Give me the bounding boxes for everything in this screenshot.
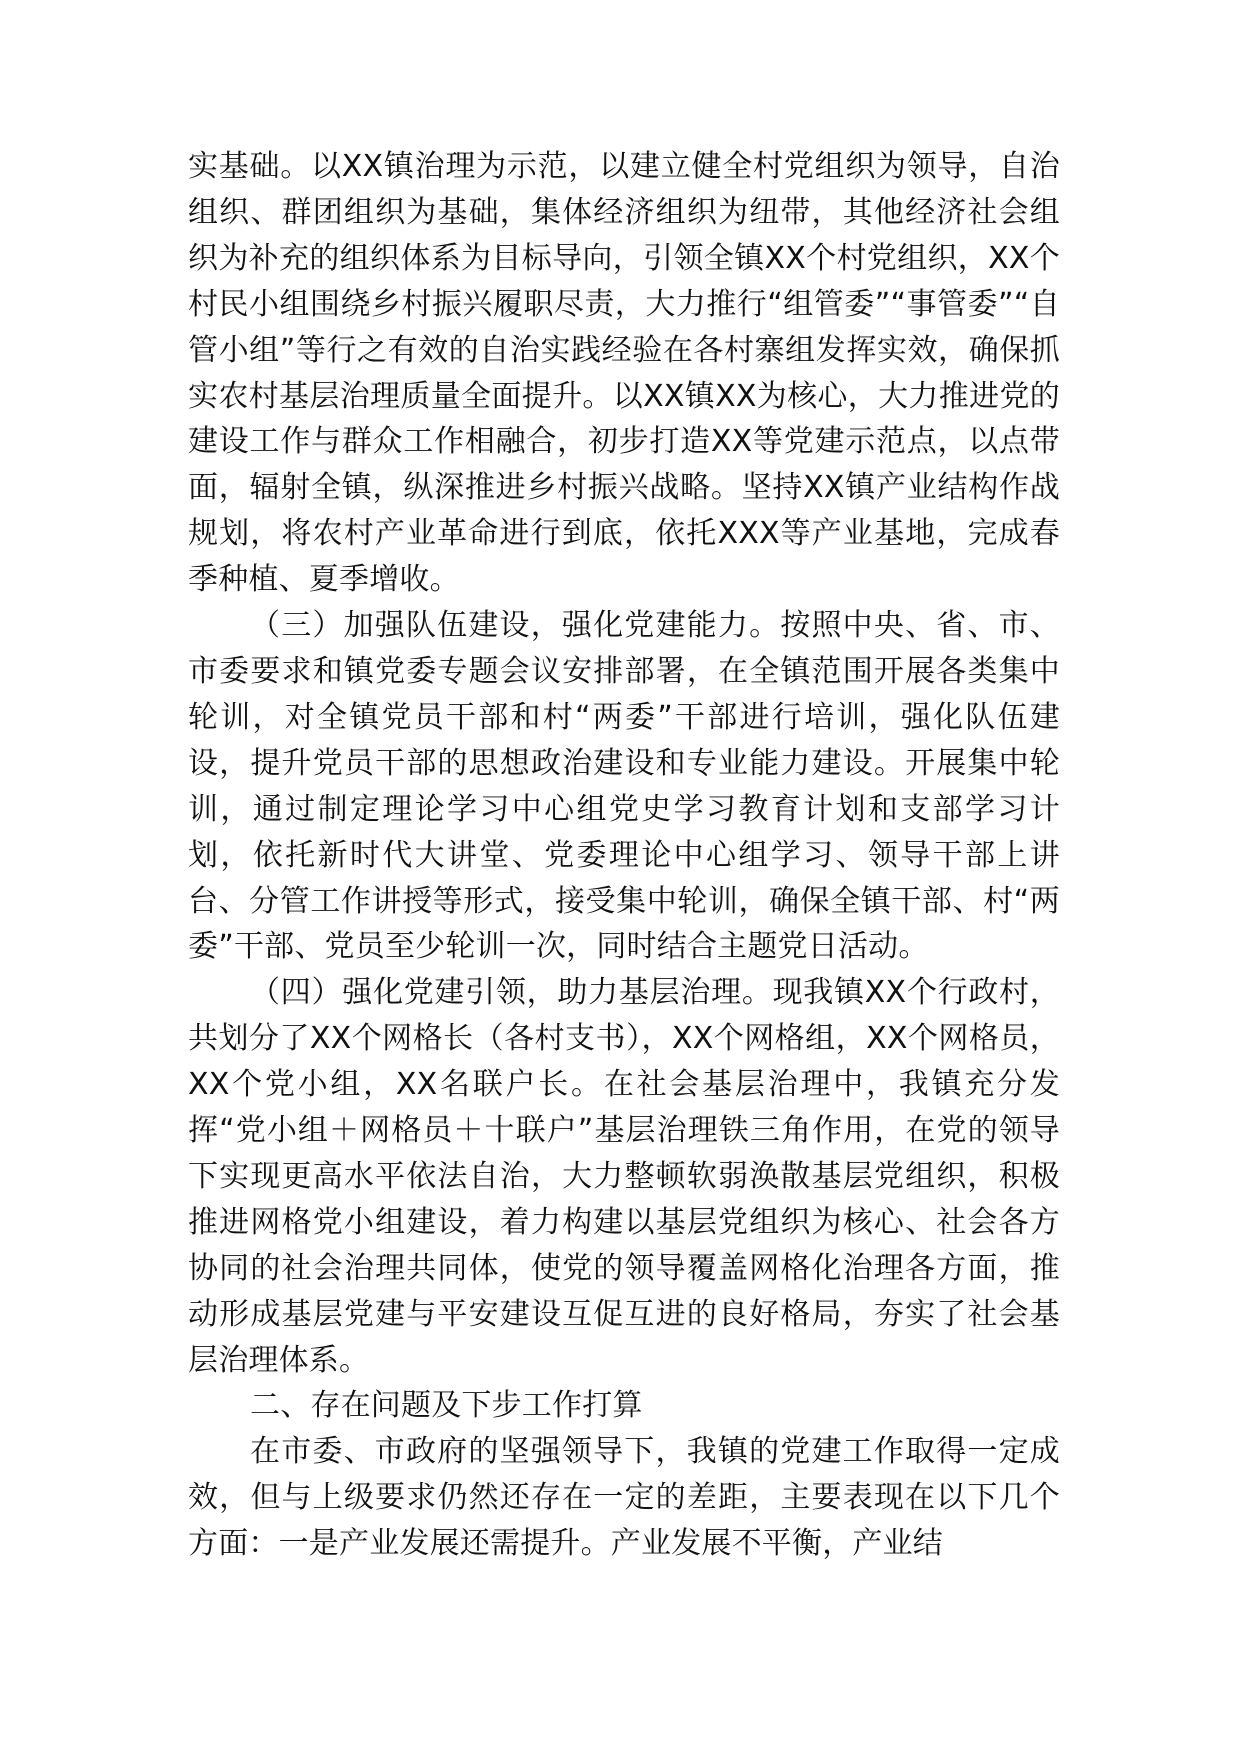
paragraph-continuation: 实基础。以XX镇治理为示范，以建立健全村党组织为领导，自治组织、群团组织为基础，集体经济组织为纽带，其他经济社会组织为补充的组织体系为目标导向，引领全镇XX个村党组织，XX个村民小组围绕乡村振兴履职尽责，大力推行“组管委”“事管委”“自管小组”等行之有效的自治实践经验在各村寨组发挥实效，确保抓实农村基层治理质量全面提升。以XX镇XX为核心，大力推进党的建设工作与群众工作相融合，初步打造XX等党建示范点，以点带面，辐射全镇，纵深推进乡村振兴战略。坚持XX镇产业结构作战规划，将农村产业革命进行到底，依托XXX等产业基地，完成春季种植、夏季增收。: [188, 149, 1060, 598]
paragraph-problems: 在市委、市政府的坚强领导下，我镇的党建工作取得一定成效，但与上级要求仍然还存在一定的差距，主要表现在以下几个方面：一是产业发展还需提升。产业发展不平衡，产业结: [188, 1434, 1060, 1562]
paragraph-team-building: （三）加强队伍建设，强化党建能力。按照中央、省、市、市委要求和镇党委专题会议安排部署，在全镇范围开展各类集中轮训，对全镇党员干部和村“两委”干部进行培训，强化队伍建设，提升党员干部的思想政治建设和专业能力建设。开展集中轮训，通过制定理论学习中心组党史学习教育计划和支部学习计划，依托新时代大讲堂、党委理论中心组学习、领导干部上讲台、分管工作讲授等形式，接受集中轮训，确保全镇干部、村“两委”干部、党员至少轮训一次，同时结合主题党日活动。: [188, 608, 1060, 965]
paragraph-grassroots-governance: （四）强化党建引领，助力基层治理。现我镇XX个行政村，共划分了XX个网格长（各村支书），XX个网格组，XX个网格员，XX个党小组，XX名联户长。在社会基层治理中，我镇充分发挥“党小组＋网格员＋十联户”基层治理铁三角作用，在党的领导下实现更高水平依法自治，大力整顿软弱涣散基层党组织，积极推进网格党小组建设，着力构建以基层党组织为核心、社会各方协同的社会治理共同体，使党的领导覆盖网格化治理各方面，推动形成基层党建与平安建设互促互进的良好格局，夯实了社会基层治理体系。: [188, 975, 1060, 1378]
section-heading: 二、存在问题及下步工作打算: [250, 1388, 643, 1424]
document-page: [188, 144, 1060, 1567]
